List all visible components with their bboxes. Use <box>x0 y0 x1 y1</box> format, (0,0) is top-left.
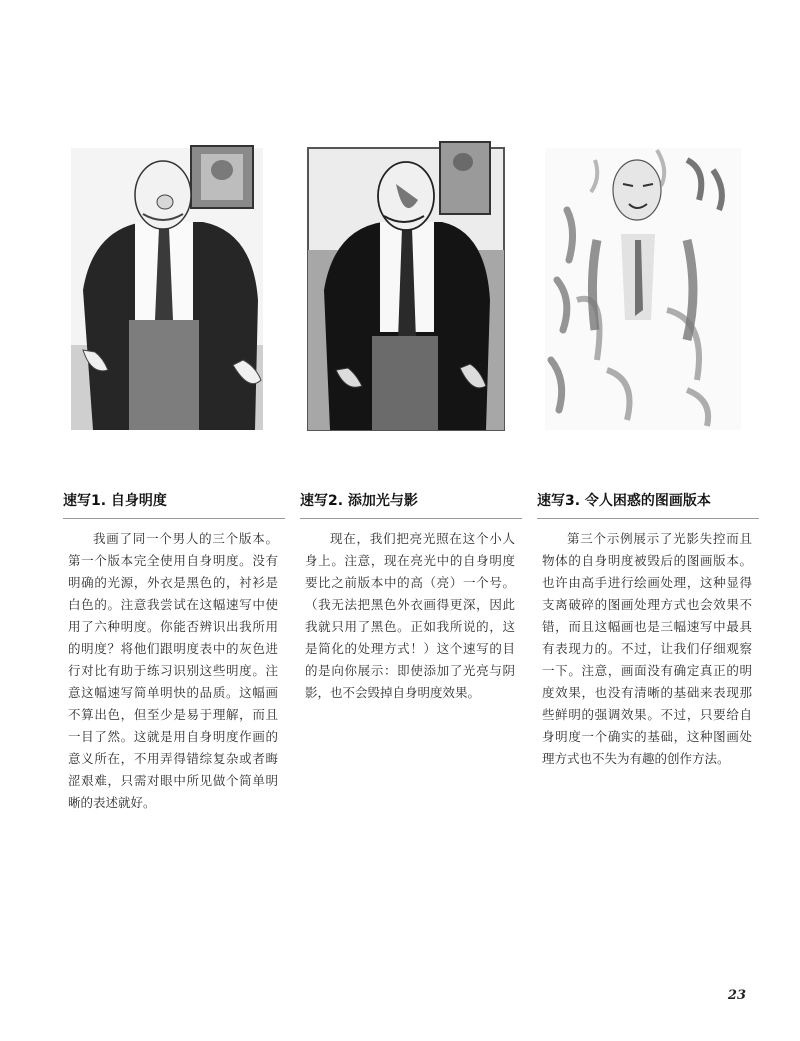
sketch-1-description: 我画了同一个男人的三个版本。第一个版本完全使用自身明度。没有明确的光源，外衣是黑色的，衬衫是白色的。注意我尝试在这幅速写中使用了六种明度。你能否辨识出我所用的明度？将他们跟明度表中的灰色进行对比有助于练习识别这些明度。注意这幅速写简单明快的品质。这幅画不算出色，但至少是易于理解，而且一目了然。这就是用自身明度作画的意义所在，不用弄得错综复杂或者晦涩艰难，只需对眼中所见做个简单明晰的表述就好。 <box>68 531 278 810</box>
man-sketch-confusing-image <box>537 130 759 440</box>
sketch-3-illustration <box>537 130 759 440</box>
sketch-3-title: 速写3. 令人困惑的图画版本 <box>537 490 759 519</box>
page-number: 23 <box>727 988 746 1003</box>
sketch-3-description: 第三个示例展示了光影失控而且物体的自身明度被毁后的图画版本。也许由高手进行绘画处理，这种显得支离破碎的图画处理方式也会效果不错，而且这幅画也是三幅速写中最具有表现力的。不过，让我们仔细观察一下。注意，画面没有确定真正的明度效果，也没有清晰的基础来表现那些鲜明的强调效果。不过，只要给自身明度一个确实的基础，这种图画处理方式也不失为有趣的创作方法。 <box>542 531 752 766</box>
sketch-2-illustration <box>300 130 522 440</box>
sketch-1-illustration <box>63 130 285 440</box>
man-sketch-local-value-image <box>63 130 285 440</box>
sketch-2-title: 速写2. 添加光与影 <box>300 490 522 519</box>
sketch-2-description: 现在，我们把亮光照在这个小人身上。注意，现在亮光中的自身明度要比之前版本中的高（亮）一个号。（我无法把黑色外衣画得更深，因此我就只用了黑色。正如我所说的，这是简化的处理方式！）这个速写的目的是向你展示：即使添加了光亮与阴影，也不会毁掉自身明度效果。 <box>305 531 515 700</box>
sketch-1-title: 速写1. 自身明度 <box>63 490 285 519</box>
man-sketch-light-shadow-image <box>300 130 522 440</box>
